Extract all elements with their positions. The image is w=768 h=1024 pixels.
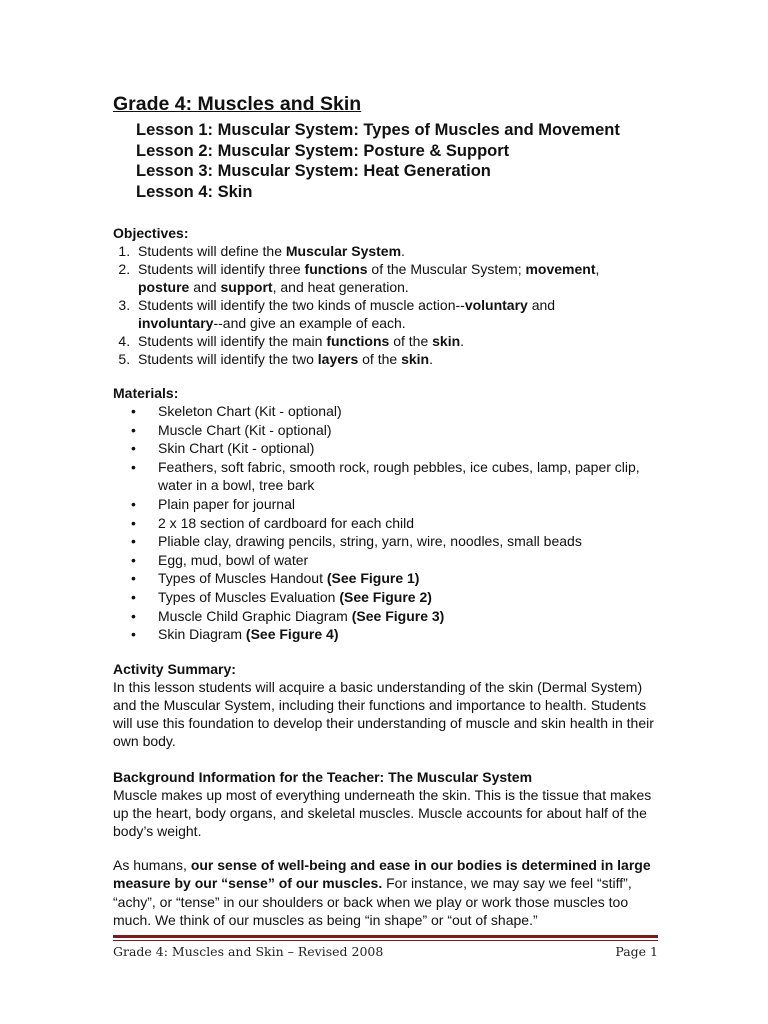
activity-text: In this lesson students will acquire a basic understanding of the skin (Dermal System) and the Muscular System, including their functions and importance to health. Students will use this foundation to develop their understanding of muscle and skin health in their own body. bbox=[113, 678, 654, 750]
document-page bbox=[113, 92, 658, 929]
list-item: • Types of Muscles Evaluation (See Figure 2) bbox=[158, 588, 658, 607]
list-item: • 2 x 18 section of cardboard for each child bbox=[158, 514, 658, 533]
objective-item: 3. Students will identify the two kinds of muscle action--voluntary and involuntary--and give an example of each. bbox=[134, 296, 658, 332]
lesson-2: Lesson 2: Muscular System: Posture & Support bbox=[136, 141, 510, 160]
list-item: • Egg, mud, bowl of water bbox=[158, 551, 658, 570]
objective-item: 1. Students will define the Muscular System. bbox=[134, 242, 658, 260]
materials-list bbox=[113, 402, 658, 644]
objective-item: 5. Students will identify the two layers of the skin. bbox=[134, 350, 658, 368]
list-item: • Skeleton Chart (Kit - optional) bbox=[158, 402, 658, 421]
lesson-list bbox=[113, 120, 658, 202]
list-item: • Types of Muscles Handout (See Figure 1) bbox=[158, 569, 658, 588]
footer-title: Grade 4: Muscles and Skin – Revised 2008 bbox=[113, 944, 384, 959]
page-title: Grade 4: Muscles and Skin bbox=[113, 93, 362, 115]
list-item: • Muscle Child Graphic Diagram (See Figure 3) bbox=[158, 607, 658, 626]
lesson-1: Lesson 1: Muscular System: Types of Muscles and Movement bbox=[136, 121, 620, 139]
humans-paragraph: As humans, our sense of well-being and ease in our bodies is determined in large measure by our “sense” of our muscles. For instance, we may say we feel “stiff”, “achy”, or “tense” in our shoulders or back when we play or work those muscles too much. We think of our muscles as being “in shape” or “out of shape.” bbox=[113, 857, 651, 928]
objectives-list bbox=[113, 242, 658, 368]
lesson-3: Lesson 3: Muscular System: Heat Generation bbox=[136, 162, 491, 180]
list-item: • Feathers, soft fabric, smooth rock, rough pebbles, ice cubes, lamp, paper clip, water in a bowl, tree bark bbox=[158, 458, 658, 495]
list-item: • Skin Diagram (See Figure 4) bbox=[158, 625, 658, 644]
footer-divider bbox=[113, 935, 658, 938]
page-number: Page 1 bbox=[615, 944, 658, 959]
footer-divider-thin bbox=[113, 940, 658, 941]
list-item: • Plain paper for journal bbox=[158, 495, 658, 514]
background-text: Muscle makes up most of everything underneath the skin. This is the tissue that makes up the heart, body organs, and skeletal muscles. Muscle accounts for about half of the body’s weight. bbox=[113, 786, 652, 839]
list-item: • Skin Chart (Kit - optional) bbox=[158, 439, 658, 458]
objectives-heading: Objectives: bbox=[113, 225, 189, 241]
activity-heading: Activity Summary: bbox=[113, 660, 236, 677]
materials-heading: Materials: bbox=[113, 385, 179, 401]
background-heading: Background Information for the Teacher: The Muscular System bbox=[113, 768, 533, 785]
list-item: • Pliable clay, drawing pencils, string, yarn, wire, noodles, small beads bbox=[158, 532, 658, 551]
lesson-4: Lesson 4: Skin bbox=[136, 182, 253, 201]
list-item: • Muscle Chart (Kit - optional) bbox=[158, 421, 658, 440]
objective-item: 4. Students will identify the main functions of the skin. bbox=[134, 332, 658, 350]
objective-item: 2. Students will identify three functions of the Muscular System; movement, posture and support, and heat generation. bbox=[134, 260, 658, 296]
